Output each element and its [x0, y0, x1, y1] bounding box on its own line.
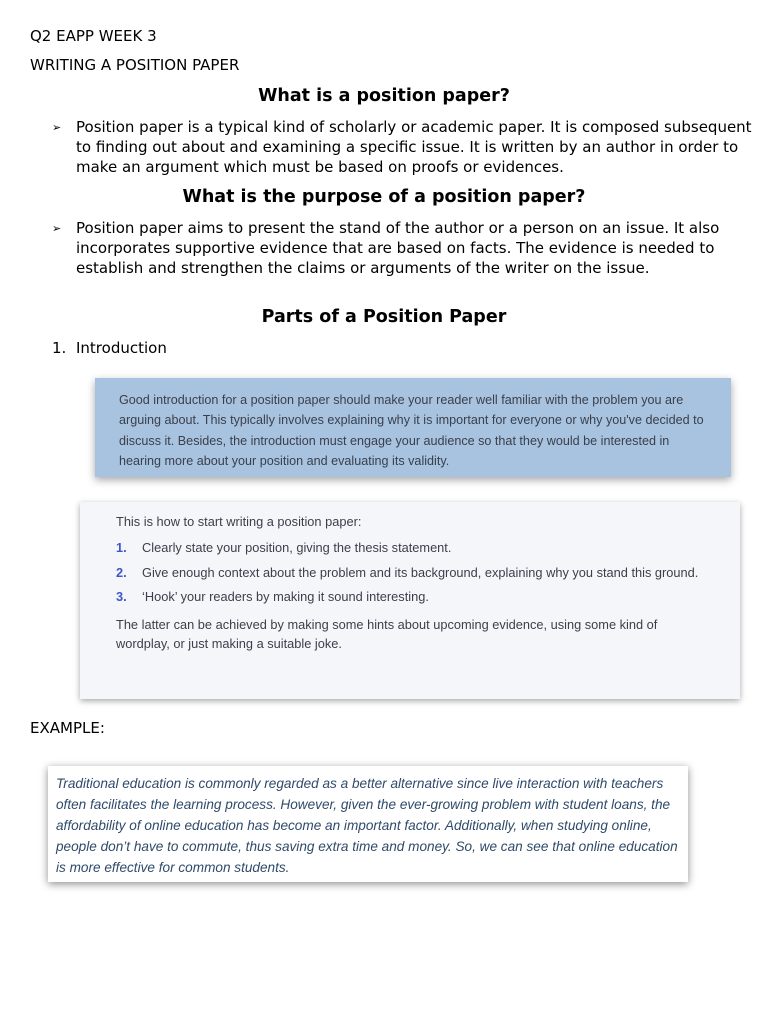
document-header-title: WRITING A POSITION PAPER: [30, 56, 240, 74]
step-text: Give enough context about the problem and its background, explaining why you stand this ground.: [142, 564, 699, 580]
numbered-item-introduction: [52, 339, 167, 357]
bullet-purpose-text: Position paper aims to present the stand of the author or a person on an issue. It also incorporates supportive evidence that are based on facts. The evidence is needed to establish and strengthen the claims or arguments of the writer on the issue.: [76, 219, 720, 277]
bullet-purpose: [52, 218, 752, 278]
example-text: Traditional education is commonly regarded as a better alternative since live interaction with teachers often facilitates the learning process. However, given the ever-growing problem with student loans, the affordability of online education has become an important factor. Additionally, when studying online, people don’t have to commute, thus saving extra time and money. So, we can see that online education is more effective for common students.: [56, 776, 678, 875]
step-text: Clearly state your position, giving the thesis statement.: [142, 540, 452, 555]
step-number: 3.: [116, 589, 127, 604]
item-label: Introduction: [76, 339, 167, 357]
how-to-start-note: The latter can be achieved by making some hints about upcoming evidence, using some kind of wordplay, or just making a suitable joke.: [116, 616, 658, 651]
example-card: [48, 766, 688, 882]
step-text: ‘Hook’ your readers by making it sound interesting.: [142, 589, 429, 604]
how-to-start-card: [80, 502, 740, 699]
steps-list: [116, 539, 710, 606]
document-header-week: Q2 EAPP WEEK 3: [30, 27, 157, 45]
intro-explanation-card: [95, 378, 731, 477]
list-item: [116, 564, 710, 582]
bullet-definition: [52, 117, 752, 177]
item-number: 1.: [52, 339, 67, 357]
list-item: [116, 588, 710, 606]
example-label: EXAMPLE:: [30, 719, 105, 737]
step-number: 1.: [116, 540, 127, 555]
step-number: 2.: [116, 564, 127, 580]
heading-what-is-position-paper: What is a position paper?: [258, 86, 510, 106]
arrow-bullet-icon: ➢: [52, 121, 62, 134]
intro-explanation-text: Good introduction for a position paper should make your reader well familiar with the problem you are arguing about. This typically involves explaining why it is important for everyone or why you've decided to discuss it. Besides, the introduction must engage your audience so that they would be interested in hearing more about your position and evaluating its validity.: [119, 393, 704, 468]
heading-purpose: What is the purpose of a position paper?: [182, 187, 586, 207]
arrow-bullet-icon: ➢: [52, 222, 62, 235]
heading-parts: Parts of a Position Paper: [261, 307, 507, 327]
how-to-start-lead: This is how to start writing a position paper:: [116, 514, 362, 529]
bullet-definition-text: Position paper is a typical kind of scholarly or academic paper. It is composed subsequent to finding out about and examining a specific issue. It is written by an author in order to make an argument which must be based on proofs or evidences.: [76, 118, 752, 176]
list-item: [116, 539, 710, 557]
